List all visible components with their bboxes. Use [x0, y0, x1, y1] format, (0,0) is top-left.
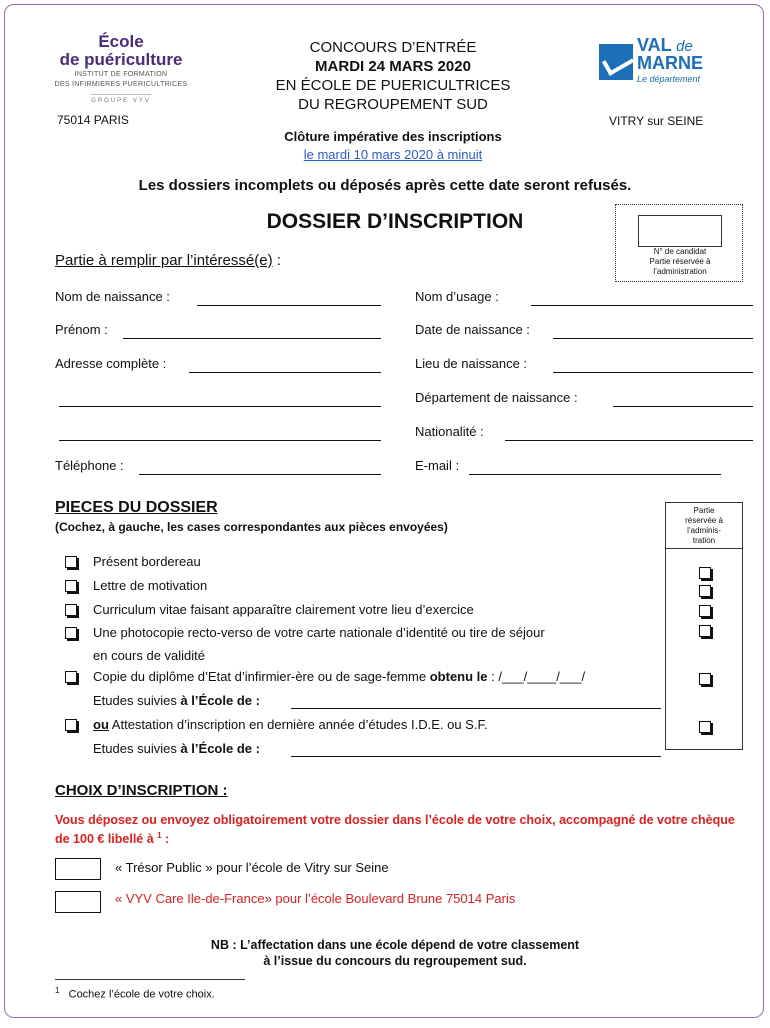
item-identite: Une photocopie recto-verso de votre carte nationale d’identité ou tire de séjour	[93, 625, 545, 640]
checkbox-cv[interactable]	[65, 604, 77, 616]
cloture-block	[233, 128, 553, 164]
adresse-field-3[interactable]	[59, 440, 381, 441]
header-line2: MARDI 24 MARS 2020	[315, 58, 471, 75]
nom-naissance-field[interactable]	[197, 305, 381, 306]
footnote	[55, 986, 215, 1001]
ecole-puericulture-logo	[41, 33, 201, 107]
departement-field[interactable]	[613, 406, 753, 407]
left-city: 75014 PARIS	[57, 113, 129, 127]
departement-label: Département de naissance :	[415, 390, 578, 405]
logo-line3: INSTITUT DE FORMATION	[74, 71, 168, 78]
footnote-divider	[55, 979, 245, 980]
partie-text: Partie à remplir par l’intéressé(e)	[55, 252, 273, 269]
choix-title-text: CHOIX D’INSCRIPTION	[55, 782, 219, 799]
right-city: VITRY sur SEINE	[609, 114, 704, 128]
item-attestation	[93, 717, 488, 732]
nb-line1: NB : L’affectation dans une école dépend de votre classement	[210, 938, 580, 952]
etudes-2-field[interactable]	[291, 756, 661, 757]
etudes-1-field[interactable]	[291, 708, 661, 709]
telephone-field[interactable]	[139, 474, 381, 475]
cand-line2: Partie réservée à	[649, 257, 711, 266]
header-line3: EN ÉCOLE DE PUERICULTRICES	[275, 77, 511, 94]
item-diplome-text: Copie du diplôme d’Etat d’infirmier-ère ou de sage-femme	[93, 669, 427, 684]
item-etudes-1	[93, 693, 260, 708]
vdm-line1: VAL	[637, 35, 672, 55]
admin-checkbox-lettre[interactable]	[699, 585, 711, 597]
item-cv: Curriculum vitae faisant apparaître clairement votre lieu d’exercice	[93, 602, 474, 617]
lieu-naissance-label: Lieu de naissance :	[415, 356, 528, 371]
choix-title-suffix: :	[218, 782, 228, 799]
checkbox-lettre[interactable]	[65, 580, 77, 592]
footnote-num: 1	[55, 986, 60, 995]
etudes-2-ecole: à l’École de :	[180, 741, 260, 756]
refuses-notice: Les dossiers incomplets ou déposés après cette date seront refusés.	[138, 177, 632, 194]
vdm-line1b: de	[676, 38, 693, 55]
footnote-text: Cochez l’école de votre choix.	[68, 988, 215, 1001]
admin-head-4: tration	[692, 536, 716, 545]
nationalite-field[interactable]	[505, 440, 753, 441]
choix-instructions-text: Vous déposez ou envoyez obligatoirement votre dossier dans l’école de votre choix, accompagné de votre chèque de 100 € libellé à	[55, 813, 735, 847]
telephone-label: Téléphone :	[55, 458, 124, 473]
choix-title	[55, 782, 228, 799]
nationalite-label: Nationalité :	[415, 424, 484, 439]
item-obtenu: obtenu le	[429, 669, 488, 684]
pieces-title: PIECES DU DOSSIER	[55, 499, 218, 516]
partie-heading	[55, 252, 281, 269]
admin-checkbox-bordereau[interactable]	[699, 567, 711, 579]
header-line4: DU REGROUPEMENT SUD	[298, 96, 488, 113]
item-identite-2: en cours de validité	[93, 648, 206, 663]
header-line1: CONCOURS D’ENTRÉE	[309, 39, 477, 56]
checkbox-identite[interactable]	[65, 627, 77, 639]
nom-usage-label: Nom d’usage :	[415, 289, 499, 304]
dossier-title: DOSSIER D’INSCRIPTION	[266, 210, 524, 233]
admin-checkbox-identite[interactable]	[699, 625, 711, 637]
adresse-label: Adresse complète :	[55, 356, 167, 371]
email-field[interactable]	[469, 474, 721, 475]
checkbox-bordereau[interactable]	[65, 556, 77, 568]
date-naissance-field[interactable]	[553, 338, 753, 339]
cand-line3: l’administration	[653, 267, 707, 276]
etudes-1-ecole: à l’École de :	[180, 693, 260, 708]
admin-head-1: Partie	[693, 506, 715, 515]
admin-checkbox-diplome[interactable]	[699, 673, 711, 685]
prenom-label: Prénom :	[55, 322, 108, 337]
etudes-2-text: Etudes suivies	[93, 741, 177, 756]
admin-checkbox-attestation[interactable]	[699, 721, 711, 733]
logo-line2: de puériculture	[59, 50, 183, 69]
logo-line1: École	[98, 32, 144, 51]
item-diplome	[93, 669, 585, 684]
nb-note	[145, 937, 645, 969]
email-label: E-mail :	[415, 458, 460, 473]
adresse-field-2[interactable]	[59, 406, 381, 407]
lieu-naissance-field[interactable]	[553, 372, 753, 373]
admin-head-3: l’adminis-	[687, 526, 721, 535]
item-attestation-text: Attestation d’inscription en dernière année d’études I.D.E. ou S.F.	[111, 717, 488, 732]
logo-line5: GROUPE VYV	[91, 94, 151, 105]
choice-vyv-label: « VYV Care Ile-de-France» pour l’école Boulevard Brune 75014 Paris	[115, 891, 516, 906]
footnote-ref: 1	[157, 831, 162, 840]
item-date-slots[interactable]: : /___/____/___/	[491, 669, 586, 684]
nom-usage-field[interactable]	[531, 305, 753, 306]
candidate-number-field[interactable]	[638, 215, 722, 247]
item-ou: ou	[93, 717, 109, 732]
admin-head	[666, 503, 742, 549]
adresse-field-1[interactable]	[189, 372, 381, 373]
nom-naissance-label: Nom de naissance :	[55, 289, 170, 304]
pieces-subtitle: (Cochez, à gauche, les cases correspondantes aux pièces envoyées)	[55, 520, 448, 534]
item-bordereau: Présent bordereau	[93, 554, 201, 569]
etudes-1-text: Etudes suivies	[93, 693, 177, 708]
choice-box-vyv[interactable]	[55, 891, 101, 913]
logo-line4: DES INFIRMIERES PUERICULTRICES	[54, 81, 188, 88]
vdm-line3: Le département	[637, 74, 701, 84]
choice-tresor-label: « Trésor Public » pour l’école de Vitry sur Seine	[115, 860, 389, 875]
choice-box-tresor[interactable]	[55, 858, 101, 880]
cloture-date: le mardi 10 mars 2020 à minuit	[303, 147, 483, 162]
checkbox-attestation[interactable]	[65, 719, 77, 731]
val-de-marne-icon	[599, 44, 633, 80]
header-title	[233, 38, 553, 114]
val-de-marne-logo	[599, 37, 729, 87]
admin-checkbox-cv[interactable]	[699, 605, 711, 617]
date-naissance-label: Date de naissance :	[415, 322, 530, 337]
nb-line2: à l’issue du concours du regroupement sud.	[263, 954, 527, 968]
prenom-field[interactable]	[123, 338, 381, 339]
form-page	[4, 4, 764, 1018]
vdm-line2: MARNE	[637, 53, 703, 73]
item-etudes-2	[93, 741, 260, 756]
partie-suffix: :	[272, 252, 281, 269]
admin-head-2: réservée à	[685, 516, 723, 525]
checkbox-diplome[interactable]	[65, 671, 77, 683]
item-lettre: Lettre de motivation	[93, 578, 208, 593]
cand-line1: N° de candidat	[653, 247, 707, 256]
choix-instructions	[55, 812, 745, 847]
cloture-text: Clôture impérative des inscriptions	[284, 129, 502, 144]
choix-instructions-end: :	[161, 832, 170, 847]
candidate-number-box	[615, 204, 743, 282]
